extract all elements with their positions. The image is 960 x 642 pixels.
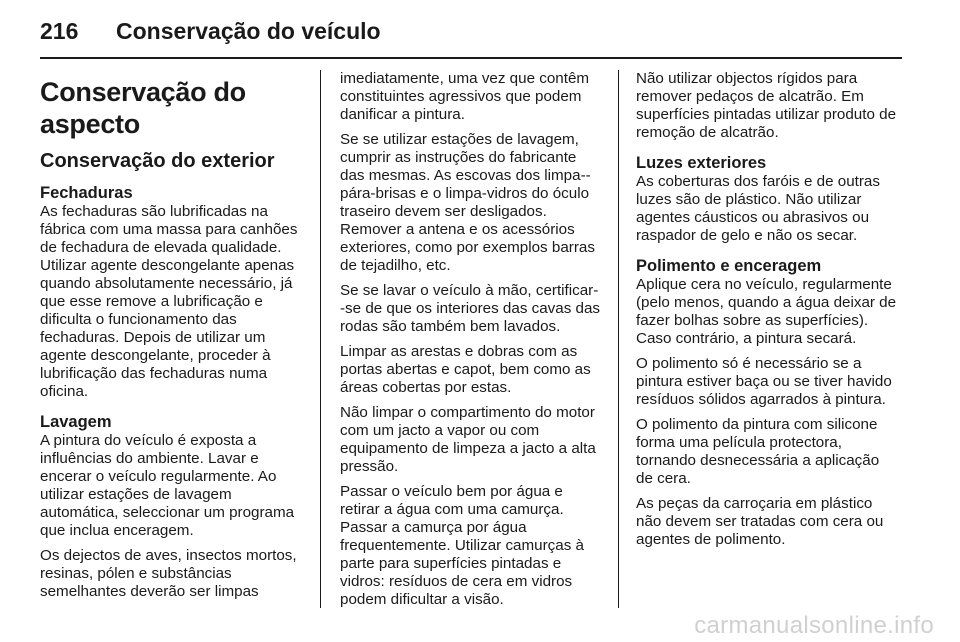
column-divider-1 xyxy=(320,70,321,608)
subsection-title: Conservação do exterior xyxy=(40,150,275,172)
paragraph: Se se utilizar estações de lavagem, cumprir as instruções do fabricante das mesmas. As escovas dos limpa--pára-brisas e o limpa-vidros do óculo traseiro devem ser desligados. Remover a antena e os acessórios exteriores, como por exemplos barras de tejadilho, etc. xyxy=(340,131,595,274)
lights-text: As coberturas dos faróis e de outras luzes são de plástico. Não utilizar agentes cáusticos ou abrasivos ou raspador de gelo e não os secar. xyxy=(636,173,880,244)
tar-paragraph: Não utilizar objectos rígidos para remover pedaços de alcatrão. Em superfícies pintadas utilizar produto de remoção de alcatrão. xyxy=(636,70,897,141)
polish-paragraph-3: O polimento da pintura com silicone forma uma película protectora, tornando desnecessária a aplicação de cera. xyxy=(636,416,880,487)
paragraph: Limpar as arestas e dobras com as portas abertas e capot, bem como as áreas cobertas por estas. xyxy=(340,343,591,396)
locks-section xyxy=(40,184,303,401)
column-2 xyxy=(340,70,603,616)
paragraph: Não limpar o compartimento do motor com um jacto a vapor ou com equipamento de limpeza a jacto a alta pressão. xyxy=(340,404,596,475)
paragraph: Se se lavar o veículo à mão, certificar--se de que os interiores das cavas das rodas são também bem lavados. xyxy=(340,282,601,335)
polish-section xyxy=(636,257,899,549)
wash-paragraph-1: A pintura do veículo é exposta a influências do ambiente. Lavar e encerar o veículo regularmente. Ao utilizar estações de lavagem automática, seleccionar um programa que inclua enceragem. xyxy=(40,432,295,539)
wash-paragraph-2: Os dejectos de aves, insectos mortos, resinas, pólen e substâncias semelhantes deverão ser limpas xyxy=(40,547,297,600)
locks-text: As fechaduras são lubrificadas na fábrica com uma massa para canhões de fechadura de elevada qualidade. Utilizar agente descongelante apenas quando absolutamente necessário, já que esse remove a lubrificação e dificulta o funcionamento das fechaduras. Depois de utilizar um agente descongelante, proceder à lubrificação das fechaduras numa oficina. xyxy=(40,203,298,400)
paragraph: imediatamente, uma vez que contêm constituintes agressivos que podem danificar a pintura. xyxy=(340,70,590,123)
wash-heading: Lavagem xyxy=(40,413,112,431)
lights-section xyxy=(636,154,899,245)
wash-section xyxy=(40,413,303,601)
locks-heading: Fechaduras xyxy=(40,184,133,202)
page-header xyxy=(40,18,381,48)
column-divider-2 xyxy=(618,70,619,608)
polish-heading: Polimento e enceragem xyxy=(636,257,822,275)
lights-heading: Luzes exteriores xyxy=(636,154,767,172)
polish-paragraph-1: Aplique cera no veículo, regularmente (pelo menos, quando a água deixar de fazer bolhas sobre as superfícies). Caso contrário, a pintura secará. xyxy=(636,276,897,347)
chapter-title: Conservação do veículo xyxy=(116,18,381,44)
polish-paragraph-2: O polimento só é necessário se a pintura estiver baça ou se tiver havido resíduos sólidos agarrados à pintura. xyxy=(636,355,892,408)
column-1 xyxy=(40,70,303,613)
polish-paragraph-4: As peças da carroçaria em plástico não devem ser tratadas com cera ou agentes de polimento. xyxy=(636,495,884,548)
page-number: 216 xyxy=(40,18,79,44)
watermark: carmanualsonline.info xyxy=(694,612,934,639)
section-title: Conservação do aspecto xyxy=(40,77,246,139)
header-rule xyxy=(40,57,902,59)
column-3 xyxy=(636,70,899,561)
paragraph: Passar o veículo bem por água e retirar a água com uma camurça. Passar a camurça por água frequentemente. Utilizar camurças à parte para superfícies pintadas e vidros: resíduos de cera em vidros podem dificultar a visão. xyxy=(340,483,584,608)
